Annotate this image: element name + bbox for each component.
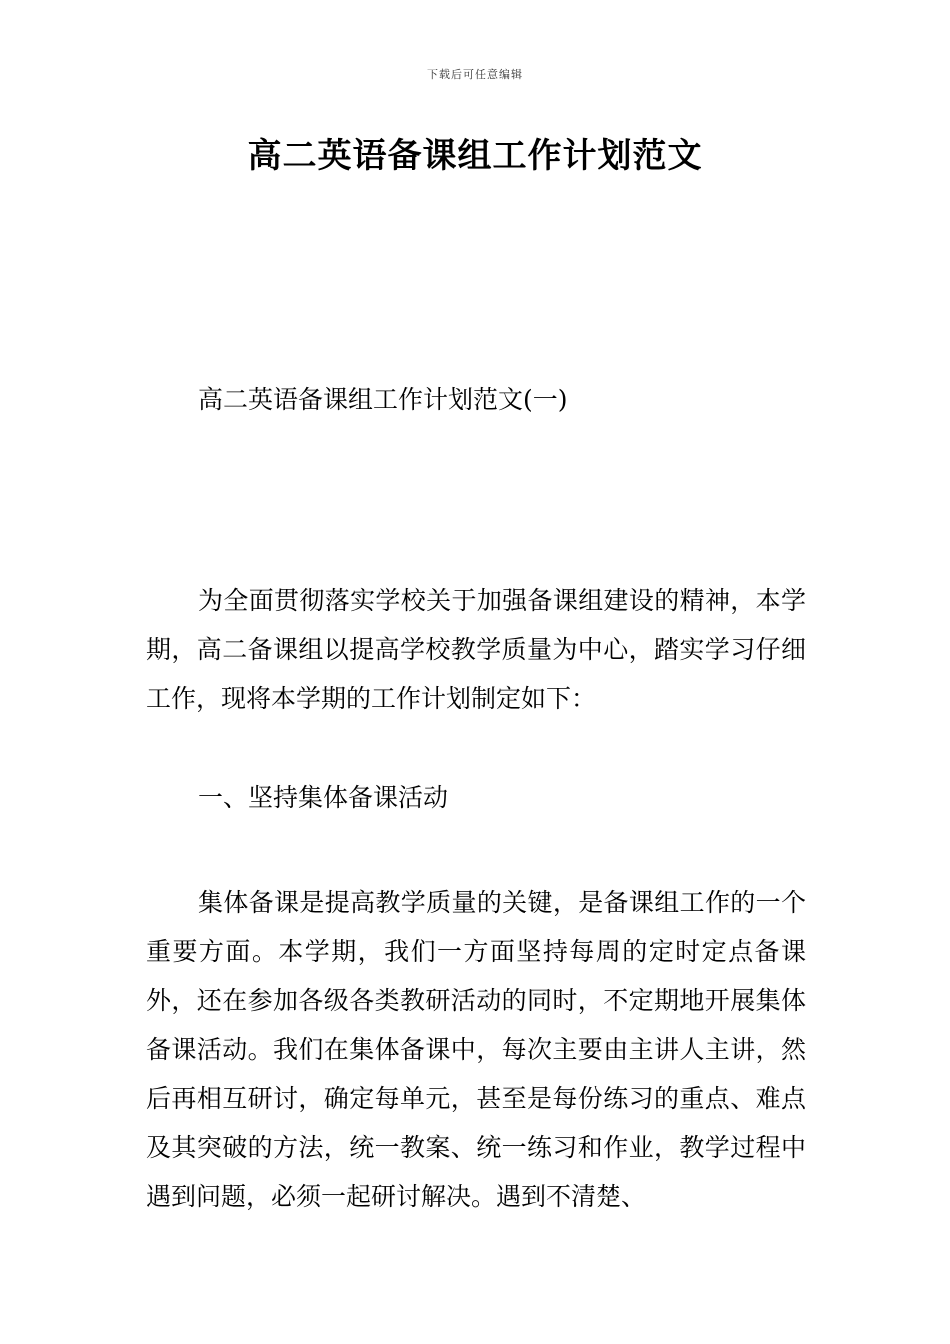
section-heading: 一、坚持集体备课活动 [198,783,449,812]
document-title: 高二英语备课组工作计划范文 [247,136,703,176]
section-paragraph-text: 集体备课是提高教学质量的关键，是备课组工作的一个重要方面。本学期，我们一方面坚持每周的定时定点备课外，还在参加各级各类教研活动的同时，不定期地开展集体备课活动。我们在集体备课中，每次主要由主讲人主讲，然后再相互研讨，确定每单元，甚至是每份练习的重点、难点及其突破的方法，统一教案、统一练习和作业，教学过程中遇到问题，必须一起研讨解决。遇到不清楚、 [146,888,806,1211]
section-paragraph [146,878,806,1228]
intro-paragraph-text: 为全面贯彻落实学校关于加强备课组建设的精神，本学期，高二备课组以提高学校教学质量为中心，踏实学习仔细工作，现将本学期的工作计划制定如下： [146,586,806,713]
intro-paragraph [146,576,806,723]
document-subtitle: 高二英语备课组工作计划范文(一) [198,385,568,414]
header-note: 下载后可任意编辑 [427,68,523,81]
